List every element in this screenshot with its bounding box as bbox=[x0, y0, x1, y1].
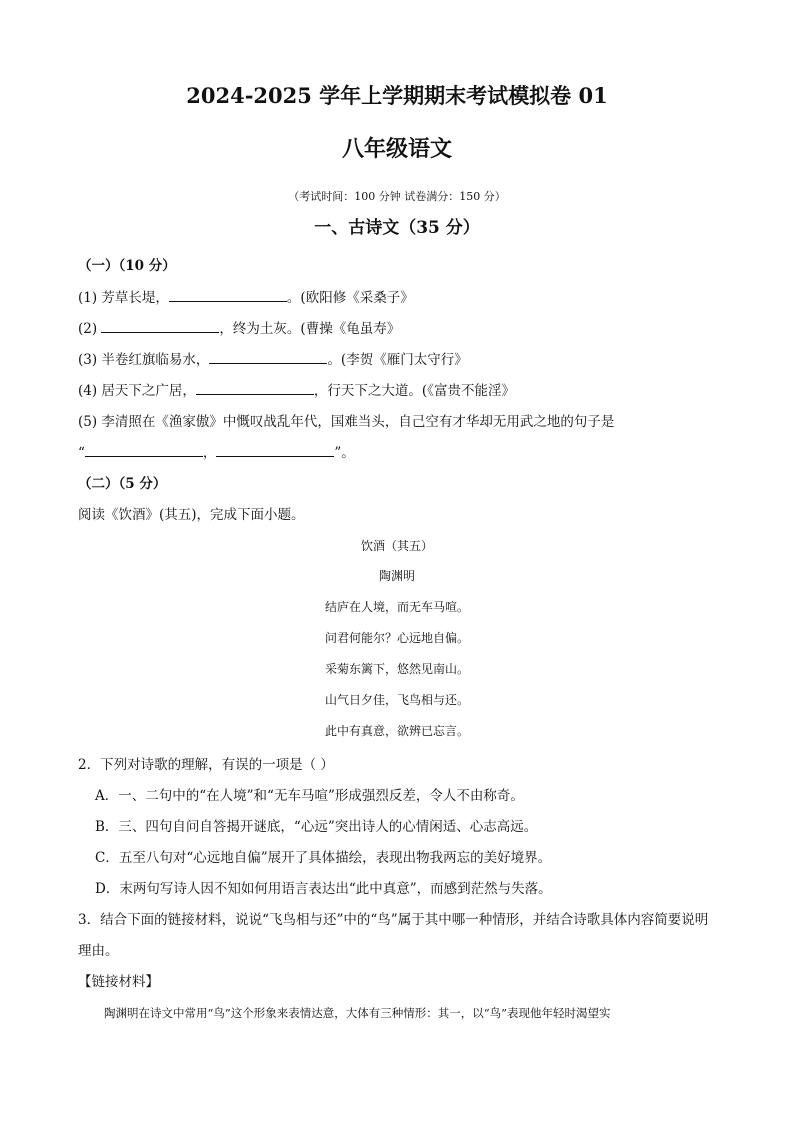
q3-suffix: 。(李贺《雁门太守行》 bbox=[327, 352, 468, 368]
q5-blank-1[interactable] bbox=[85, 442, 203, 457]
question-1-5: (5) 李清照在《渔家傲》中慨叹战乱年代，国难当头，自己空有才华却无用武之地的句子是 bbox=[78, 414, 615, 430]
q5-open-quote: “ bbox=[78, 445, 85, 461]
link-material-label: 【链接材料】 bbox=[78, 974, 159, 990]
q2-prefix: (2) bbox=[78, 321, 102, 337]
q2-blank[interactable] bbox=[101, 318, 219, 333]
question-2-stem: 2．下列对诗歌的理解，有误的一项是（ ） bbox=[78, 757, 334, 773]
q2-suffix: ，终为土灰。(曹操《龟虽寿》 bbox=[219, 321, 401, 337]
poem-author: 陶渊明 bbox=[378, 569, 415, 583]
q1-blank[interactable] bbox=[169, 287, 287, 302]
question-1-5-answer bbox=[78, 442, 355, 463]
question-1-2 bbox=[78, 318, 400, 339]
q4-blank[interactable] bbox=[196, 380, 314, 395]
exam-title: 2024-2025 学年上学期期末考试模拟卷 01 bbox=[186, 83, 608, 108]
q1-prefix: (1) 芳草长堤， bbox=[78, 290, 169, 306]
q4-suffix: ，行天下之大道。(《富贵不能淫》 bbox=[313, 383, 515, 399]
exam-note: （考试时间：100 分钟 试卷满分：150 分） bbox=[288, 190, 506, 203]
question-3-line1: 3．结合下面的链接材料，说说“飞鸟相与还”中的“鸟”属于其中哪一种情形，并结合诗歌具体内容简要说明 bbox=[78, 912, 709, 928]
section-title: 一、古诗文（35 分） bbox=[314, 218, 480, 238]
poem-line: 结庐在人境，而无车马喧。 bbox=[324, 600, 469, 614]
question-1-1 bbox=[78, 287, 414, 308]
q5-comma: ， bbox=[202, 445, 217, 461]
q4-prefix: (4) 居天下之广居， bbox=[78, 383, 196, 399]
question-3-line2: 理由。 bbox=[78, 943, 119, 959]
q3-prefix: (3) 半卷红旗临易水， bbox=[78, 352, 210, 368]
part2-instruction: 阅读《饮酒》(其五)，完成下面小题。 bbox=[78, 507, 305, 523]
option-a[interactable]: A．一、二句中的“在人境”和“无车马喧”形成强烈反差，令人不由称奇。 bbox=[95, 788, 524, 804]
part1-heading: （一）（10 分） bbox=[78, 258, 176, 274]
question-1-4 bbox=[78, 380, 515, 401]
poem-line: 此中有真意，欲辨已忘言。 bbox=[324, 724, 469, 738]
q5-blank-2[interactable] bbox=[216, 442, 334, 457]
question-1-3 bbox=[78, 349, 468, 370]
q3-blank[interactable] bbox=[209, 349, 327, 364]
poem-line: 问君何能尔？心远地自偏。 bbox=[324, 631, 469, 645]
link-material-text: 陶渊明在诗文中常用“鸟”这个形象来表情达意，大体有三种情形：其一，以“鸟”表现他年轻时渴望实 bbox=[104, 1006, 611, 1020]
option-c[interactable]: C．五至八句对“心远地自偏”展开了具体描绘，表现出物我两忘的美好境界。 bbox=[95, 850, 552, 866]
poem-title: 饮酒（其五） bbox=[360, 539, 433, 553]
option-d[interactable]: D．末两句写诗人因不知如何用语言表达出“此中真意”，而感到茫然与失落。 bbox=[95, 881, 552, 897]
part2-heading: （二）（5 分） bbox=[78, 476, 167, 492]
poem-line: 采菊东篱下，悠然见南山。 bbox=[324, 662, 469, 676]
option-b[interactable]: B．三、四句自问自答揭开谜底，“心远”突出诗人的心情闲适、心志高远。 bbox=[95, 819, 538, 835]
poem-line: 山气日夕佳，飞鸟相与还。 bbox=[324, 693, 469, 707]
q1-suffix: 。(欧阳修《采桑子》 bbox=[286, 290, 414, 306]
exam-subtitle: 八年级语文 bbox=[341, 136, 452, 162]
q5-close: ”。 bbox=[334, 445, 355, 461]
